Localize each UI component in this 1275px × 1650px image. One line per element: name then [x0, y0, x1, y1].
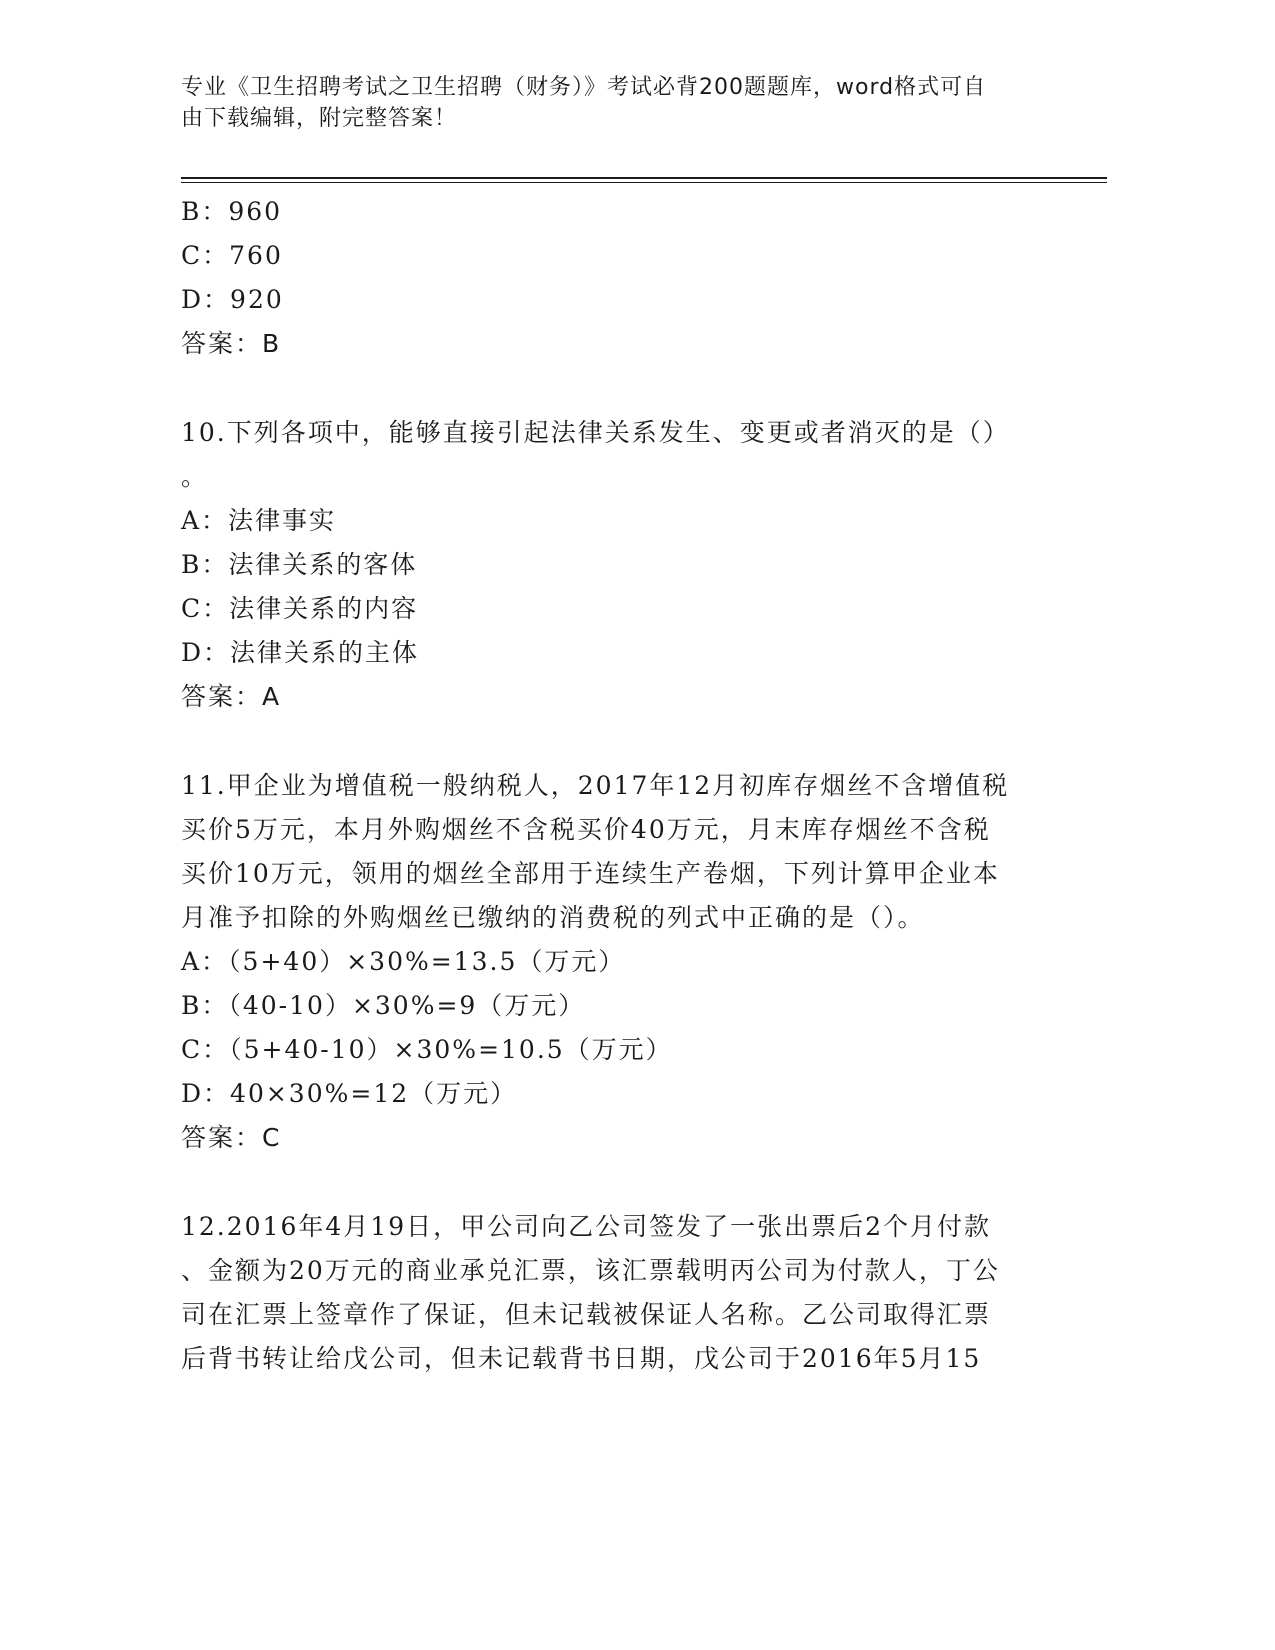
- document-header: [181, 72, 1061, 134]
- q11-option-c: C：（5+40-10）×30%=10.5（万元）: [181, 1035, 673, 1064]
- q11-option-d: D：40×30%=12（万元）: [181, 1079, 518, 1108]
- q11-option-a: A：（5+40）×30%=13.5（万元）: [181, 947, 626, 976]
- q11-stem-line-1: 11.甲企业为增值税一般纳税人，2017年12月初库存烟丝不含增值税: [181, 771, 1010, 800]
- q11-answer: 答案：C: [181, 1123, 282, 1152]
- q9-option-d: D：920: [181, 285, 284, 314]
- q9-option-b: B：960: [181, 197, 283, 226]
- q10-option-c: C：法律关系的内容: [181, 594, 419, 623]
- document-body: [181, 190, 1061, 1381]
- q10-option-a: A：法律事实: [181, 506, 337, 535]
- q11-stem-line-2: 买价5万元，本月外购烟丝不含税买价40万元，月末库存烟丝不含税: [181, 815, 991, 844]
- q10-stem-line-2: 。: [181, 462, 209, 491]
- q10-option-d: D：法律关系的主体: [181, 638, 420, 667]
- q10-option-b: B：法律关系的客体: [181, 550, 418, 579]
- q11-stem-line-3: 买价10万元，领用的烟丝全部用于连续生产卷烟，下列计算甲企业本: [181, 859, 1000, 888]
- question-9: [181, 190, 1061, 366]
- header-line-1: 专业《卫生招聘考试之卫生招聘（财务）》考试必背200题题库，word格式可自: [181, 75, 987, 100]
- q10-answer: 答案：A: [181, 682, 282, 711]
- q12-stem-line-2: 、金额为20万元的商业承兑汇票，该汇票载明丙公司为付款人，丁公: [181, 1256, 1000, 1285]
- q9-option-c: C：760: [181, 241, 283, 270]
- q10-stem-line-1: 10.下列各项中，能够直接引起法律关系发生、变更或者消灭的是（）: [181, 418, 1010, 447]
- q12-stem-line-4: 后背书转让给戊公司，但未记载背书日期，戊公司于2016年5月15: [181, 1344, 982, 1373]
- q11-stem-line-4: 月准予扣除的外购烟丝已缴纳的消费税的列式中正确的是（）。: [181, 903, 925, 932]
- header-line-2: 由下载编辑，附完整答案！: [181, 106, 458, 131]
- q9-answer: 答案：B: [181, 329, 282, 358]
- question-12: [181, 1205, 1061, 1381]
- header-divider-thick: [181, 177, 1107, 179]
- question-11: [181, 764, 1061, 1160]
- header-divider-thin: [181, 182, 1107, 183]
- q11-option-b: B：（40-10）×30%=9（万元）: [181, 991, 586, 1020]
- question-10: [181, 411, 1061, 719]
- q12-stem-line-3: 司在汇票上签章作了保证，但未记载被保证人名称。乙公司取得汇票: [181, 1300, 992, 1329]
- q12-stem-line-1: 12.2016年4月19日，甲公司向乙公司签发了一张出票后2个月付款: [181, 1212, 992, 1241]
